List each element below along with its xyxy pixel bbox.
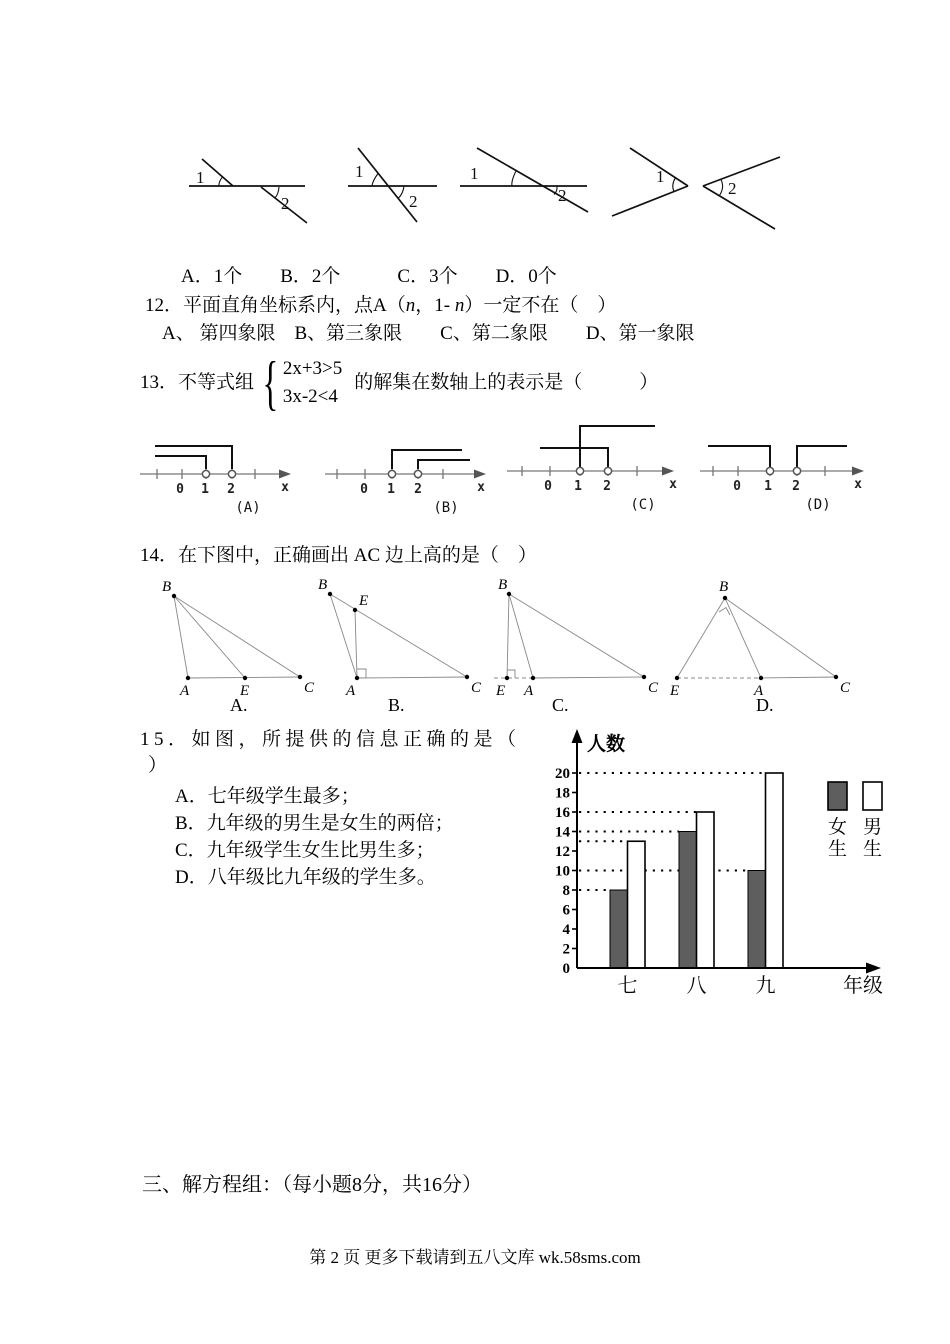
x-category-label: 八 bbox=[686, 975, 707, 997]
option-tag: (B) bbox=[433, 500, 459, 516]
legend-label-男生: 男 bbox=[862, 817, 883, 838]
tick-label: 1 bbox=[201, 482, 209, 497]
y-tick-label: 6 bbox=[562, 902, 570, 919]
q14-stem: 14．在下图中，正确画出 AC 边上高的是（ ） bbox=[140, 545, 537, 566]
y-tick-label: 14 bbox=[555, 824, 570, 841]
q11-angle-figures bbox=[150, 130, 830, 240]
angle-1-label: 1 bbox=[470, 164, 479, 183]
angle-2-label: 2 bbox=[558, 186, 567, 205]
y-tick-label: 18 bbox=[555, 785, 570, 802]
y-axis-title: 人数 bbox=[587, 734, 626, 755]
y-tick-label: 8 bbox=[562, 883, 570, 899]
vertex-A-label: A bbox=[180, 683, 190, 699]
tick-label: 1 bbox=[764, 479, 772, 494]
q12-stem-part: ）一定不在（ ） bbox=[464, 295, 617, 316]
bar-女生-八 bbox=[679, 832, 697, 969]
angle-2-label: 2 bbox=[409, 192, 418, 211]
vertex-A-label: A bbox=[524, 683, 534, 699]
tick-label: 2 bbox=[414, 482, 422, 497]
q13-numberline-options bbox=[135, 413, 883, 521]
vertex-E-label: E bbox=[670, 683, 680, 699]
tick-label: 2 bbox=[227, 482, 235, 497]
y-tick-label: 12 bbox=[555, 844, 570, 860]
numberline-option-B bbox=[325, 450, 486, 516]
tick-label: 0 bbox=[733, 479, 741, 494]
x-category-label: 七 bbox=[617, 975, 638, 997]
triangle-option-label: B. bbox=[388, 695, 405, 715]
y-tick-label: 16 bbox=[555, 805, 570, 821]
tick-label: 2 bbox=[603, 479, 611, 494]
q13-stem bbox=[140, 352, 658, 414]
legend-swatch-男生 bbox=[863, 782, 882, 810]
angle-1-label: 1 bbox=[196, 168, 205, 187]
q12-variable-n: n bbox=[405, 295, 416, 316]
q12-options-line: A、 第四象限 B、第三象限 C、第二象限 D、第一象限 bbox=[162, 323, 695, 344]
triangle-option-label: A. bbox=[230, 695, 248, 715]
q14-triangle-options bbox=[120, 575, 880, 715]
vertex-C-label: C bbox=[648, 680, 659, 696]
vertex-C-label: C bbox=[304, 680, 315, 696]
q15-option-C: C．九年级学生女生比男生多； bbox=[175, 840, 435, 861]
q15-option-A: A．七年级学生最多； bbox=[175, 786, 360, 807]
q13-prefix: 13．不等式组 bbox=[140, 372, 255, 393]
vertex-A-label: A bbox=[754, 683, 764, 699]
angle-2-label: 2 bbox=[281, 194, 290, 213]
y-tick-label: 0 bbox=[562, 961, 570, 977]
q12-stem-part: 12．平面直角坐标系内，点A（ bbox=[145, 295, 406, 316]
q12-variable-n: n bbox=[454, 295, 465, 316]
option-tag: (D) bbox=[805, 497, 831, 513]
vertex-B-label: B bbox=[318, 577, 328, 593]
vertex-B-label: B bbox=[162, 579, 172, 595]
triangle-option-label: C. bbox=[552, 695, 569, 715]
page-footer: 第 2 页 更多下载请到五八文库 wk.58sms.com bbox=[309, 1248, 641, 1267]
q13-suffix: 的解集在数轴上的表示是（ ） bbox=[354, 372, 659, 393]
triangle-option-label: D. bbox=[756, 695, 774, 715]
numberline-option-D bbox=[700, 446, 864, 513]
vertex-C-label: C bbox=[840, 680, 851, 696]
tick-label: 2 bbox=[792, 479, 800, 494]
tick-label: 0 bbox=[544, 479, 552, 494]
q15-block bbox=[140, 727, 544, 891]
legend-swatch-女生 bbox=[828, 782, 847, 810]
q12-stem-part: ，1- bbox=[415, 295, 455, 316]
vertex-B-label: B bbox=[719, 579, 729, 595]
grade-gender-bar-chart bbox=[545, 725, 905, 1025]
angle-figure-2 bbox=[348, 148, 437, 222]
legend-label-男生: 生 bbox=[862, 839, 883, 860]
inequality-system bbox=[279, 355, 346, 411]
q11-options-line: A．1个 B．2个 C．3个 D．0个 bbox=[181, 266, 557, 287]
q12-stem bbox=[145, 293, 616, 319]
legend-label-女生: 生 bbox=[827, 839, 848, 860]
vertex-E-label: E bbox=[496, 683, 506, 699]
q15-stem-line2: ） bbox=[148, 755, 168, 776]
q15-option-B: B．九年级的男生是女生的两倍； bbox=[175, 813, 454, 834]
axis-label: x bbox=[281, 480, 289, 495]
vertex-E-label: E bbox=[240, 683, 250, 699]
tick-label: 1 bbox=[574, 479, 582, 494]
vertex-E-label: E bbox=[359, 593, 369, 609]
bar-男生-八 bbox=[697, 812, 715, 968]
angle-1-label: 1 bbox=[656, 167, 665, 186]
triangle-option-C bbox=[494, 577, 659, 715]
vertex-B-label: B bbox=[498, 577, 508, 593]
numberline-option-C bbox=[507, 426, 677, 513]
angle-figure-3 bbox=[460, 148, 588, 212]
tick-label: 1 bbox=[387, 482, 395, 497]
option-tag: (C) bbox=[630, 497, 656, 513]
q15-options bbox=[140, 783, 544, 891]
section3-heading: 三、解方程组：（每小题8分，共16分） bbox=[142, 1174, 482, 1196]
bar-女生-九 bbox=[748, 871, 766, 969]
y-tick-label: 2 bbox=[562, 941, 570, 958]
vertex-C-label: C bbox=[471, 680, 482, 696]
bar-女生-七 bbox=[610, 890, 628, 968]
vertex-A-label: A bbox=[346, 683, 356, 699]
axis-label: x bbox=[854, 477, 862, 492]
axis-label: x bbox=[669, 477, 677, 492]
bar-男生-七 bbox=[628, 841, 646, 968]
x-category-label: 九 bbox=[755, 975, 776, 997]
triangle-option-D bbox=[669, 579, 851, 715]
tick-label: 0 bbox=[360, 482, 368, 497]
angle-figure-1 bbox=[189, 159, 307, 223]
y-tick-label: 4 bbox=[562, 922, 570, 938]
angle-2-label: 2 bbox=[728, 179, 737, 198]
x-axis-title: 年级 bbox=[843, 975, 883, 997]
q15-option-D: D．八年级比九年级的学生多。 bbox=[175, 867, 436, 888]
angle-figure-4 bbox=[612, 148, 780, 229]
q15-stem-line1: 15．如图，所提供的信息正确的是（ bbox=[140, 729, 521, 750]
axis-label: x bbox=[477, 480, 485, 495]
inequality-2: 3x-2<4 bbox=[282, 386, 338, 407]
numberline-option-A bbox=[140, 446, 291, 516]
angle-1-label: 1 bbox=[355, 162, 364, 181]
option-tag: (A) bbox=[235, 500, 261, 516]
triangle-option-A bbox=[162, 579, 315, 715]
y-tick-label: 10 bbox=[555, 863, 570, 880]
legend-label-女生: 女 bbox=[827, 817, 848, 838]
system-brace: { bbox=[262, 350, 279, 416]
y-tick-label: 20 bbox=[555, 766, 570, 782]
triangle-option-B bbox=[318, 577, 482, 715]
tick-label: 0 bbox=[176, 482, 184, 497]
bar-男生-九 bbox=[766, 773, 784, 968]
inequality-1: 2x+3>5 bbox=[282, 358, 343, 379]
